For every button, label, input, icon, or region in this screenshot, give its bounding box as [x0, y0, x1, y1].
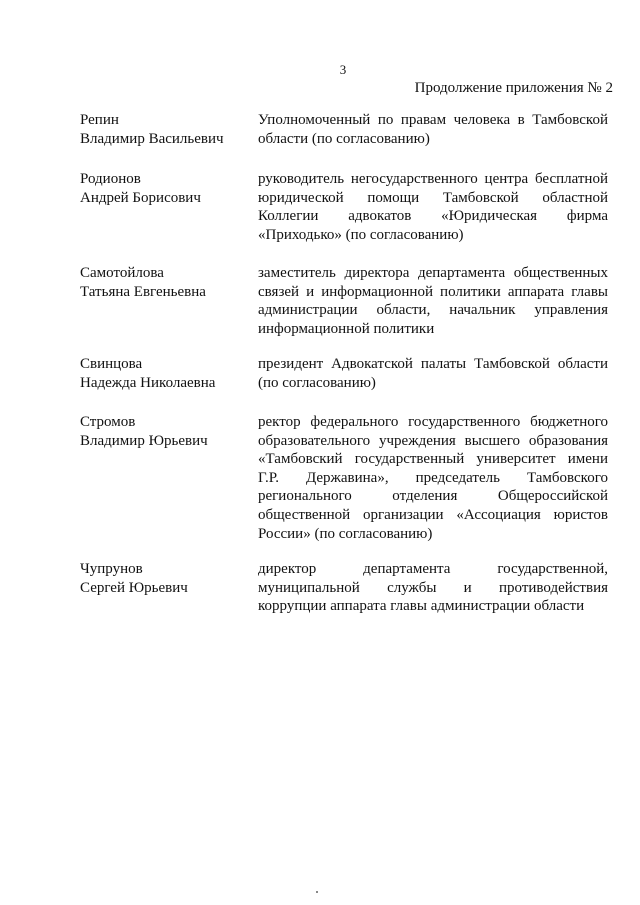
position-line: (по согласованию) — [258, 374, 376, 391]
position-line: общественной организации «Ассоциация юристов — [258, 506, 608, 523]
position-line: руководитель негосударственного центра бесплатной — [258, 171, 608, 187]
member-entry — [80, 355, 608, 392]
position-line: области (по согласованию) — [258, 130, 430, 147]
member-given-name: Андрей Борисович — [80, 189, 201, 206]
member-entry — [80, 170, 608, 244]
member-given-name: Сергей Юрьевич — [80, 579, 188, 596]
position-line: Г.Р. Державина», председатель Тамбовского — [258, 469, 608, 486]
page-number: 3 — [339, 62, 347, 77]
member-entry — [80, 264, 608, 338]
position-line: образовательного учреждения высшего образования — [258, 432, 608, 449]
position-line: России» (по согласованию) — [258, 525, 433, 542]
position-line: регионального отделения Общероссийской — [258, 488, 608, 505]
member-given-name: Владимир Васильевич — [80, 130, 224, 147]
position-line: информационной политики — [258, 320, 435, 337]
member-position — [258, 264, 608, 338]
position-line: «Приходько» (по согласованию) — [258, 226, 464, 243]
member-entry — [80, 560, 608, 616]
member-name — [80, 264, 250, 301]
scan-artifact — [316, 891, 318, 893]
position-line: Уполномоченный по правам человека в Тамбовской — [258, 112, 608, 128]
position-line: «Тамбовский государственный университет имени — [258, 451, 608, 468]
member-name — [80, 355, 250, 392]
member-entry — [80, 111, 608, 148]
member-surname: Самотойлова — [80, 265, 164, 281]
position-line: заместитель директора департамента общественных — [258, 265, 608, 281]
member-position — [258, 111, 608, 148]
member-name — [80, 560, 250, 597]
position-line: президент Адвокатской палаты Тамбовской области — [258, 356, 608, 372]
member-given-name: Надежда Николаевна — [80, 374, 216, 391]
member-given-name: Владимир Юрьевич — [80, 432, 208, 449]
position-line: Коллегии адвокатов «Юридическая фирма — [258, 208, 608, 225]
member-surname: Свинцова — [80, 356, 143, 372]
position-line: коррупции аппарата главы администрации области — [258, 598, 585, 615]
position-line: юридической помощи Тамбовской областной — [258, 189, 608, 206]
member-position — [258, 355, 608, 392]
member-position — [258, 560, 608, 616]
member-surname: Стромов — [80, 414, 136, 430]
member-surname: Репин — [80, 112, 119, 128]
appendix-continuation-label: Продолжение приложения № 2 — [414, 80, 613, 96]
member-given-name: Татьяна Евгеньевна — [80, 283, 206, 300]
member-name — [80, 413, 250, 450]
member-name — [80, 170, 250, 207]
position-line: ректор федерального государственного бюджетного — [258, 414, 608, 430]
member-surname: Чупрунов — [80, 561, 143, 577]
position-line: директор департамента государственной, — [258, 561, 608, 577]
position-line: администрации области, начальник управления — [258, 302, 608, 319]
member-entry — [80, 413, 608, 543]
member-name — [80, 111, 250, 148]
position-line: муниципальной службы и противодействия — [258, 579, 608, 596]
member-surname: Родионов — [80, 171, 141, 187]
member-position — [258, 170, 608, 244]
position-line: связей и информационной политики аппарата главы — [258, 283, 608, 300]
member-position — [258, 413, 608, 543]
